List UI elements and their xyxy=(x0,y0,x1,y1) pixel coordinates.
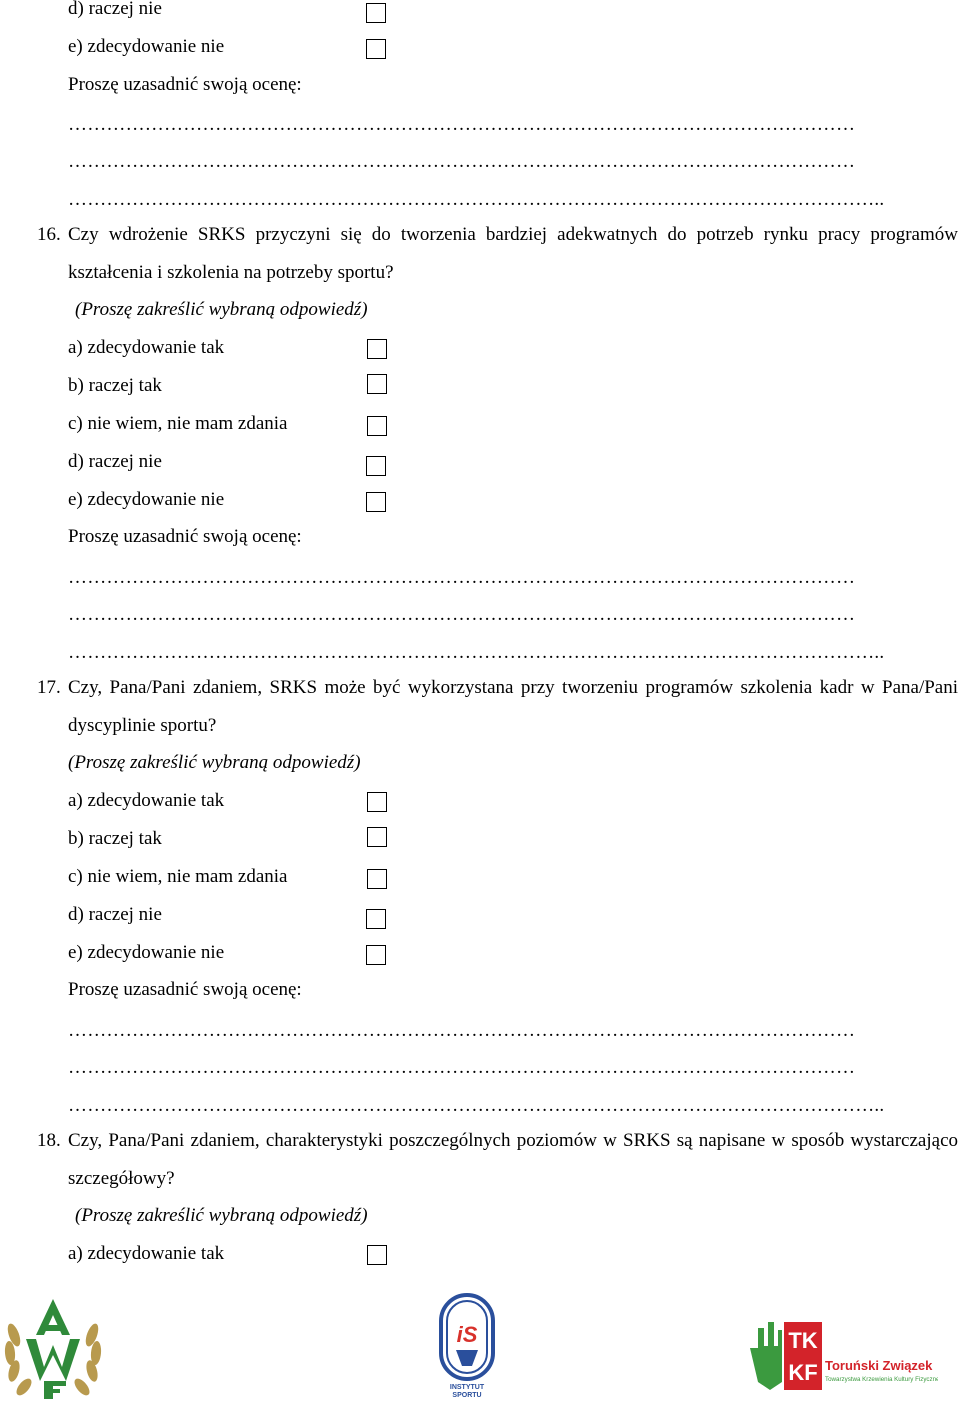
answer-checkbox[interactable] xyxy=(367,416,387,436)
option-label: a) zdecydowanie tak xyxy=(68,790,225,811)
answer-dotted-line[interactable]: ……………………………………………………………………………………………………………….. xyxy=(68,1095,885,1116)
option-label: d) raczej nie xyxy=(68,0,162,19)
option-label: d) raczej nie xyxy=(68,904,162,925)
svg-text:INSTYTUT: INSTYTUT xyxy=(449,1384,485,1391)
answer-checkbox[interactable] xyxy=(367,339,387,359)
answer-dotted-line[interactable]: …………………………………………………………………………………………………………… xyxy=(68,151,856,172)
question-text: Czy, Pana/Pani zdaniem, charakterystyki poszczególnych poziomów w SRKS są napisane w sposób wystarczająco szczegółowy? xyxy=(68,1130,958,1189)
answer-checkbox[interactable] xyxy=(366,909,386,929)
justify-label: Proszę uzasadnić swoją ocenę: xyxy=(68,74,302,95)
option-label: e) zdecydowanie nie xyxy=(68,942,225,963)
answer-checkbox[interactable] xyxy=(367,827,387,847)
answer-checkbox[interactable] xyxy=(367,1245,387,1265)
svg-text:SPORTU: SPORTU xyxy=(452,1392,482,1398)
option-label: c) nie wiem, nie mam zdania xyxy=(68,413,288,434)
option-label: d) raczej nie xyxy=(68,451,162,472)
svg-text:Towarzystwa Krzewienia Kultury: Towarzystwa Krzewienia Kultury Fizycznej xyxy=(825,1376,938,1383)
option-label: e) zdecydowanie nie xyxy=(68,36,225,57)
answer-checkbox[interactable] xyxy=(366,945,386,965)
tkkf-logo xyxy=(748,1318,938,1394)
answer-checkbox[interactable] xyxy=(366,39,386,59)
awf-logo xyxy=(0,1295,106,1401)
answer-dotted-line[interactable]: ……………………………………………………………………………………………………………….. xyxy=(68,642,885,663)
question-text: Czy wdrożenie SRKS przyczyni się do tworzenia bardziej adekwatnych do potrzeb rynku pracy programów kształcenia i szkolenia na potrzeby sportu? xyxy=(68,224,958,283)
answer-dotted-line[interactable]: …………………………………………………………………………………………………………… xyxy=(68,567,856,588)
instruction-hint: (Proszę zakreślić wybraną odpowiedź) xyxy=(68,752,361,773)
instruction-hint: (Proszę zakreślić wybraną odpowiedź) xyxy=(75,299,368,320)
answer-checkbox[interactable] xyxy=(366,3,386,23)
instruction-hint: (Proszę zakreślić wybraną odpowiedź) xyxy=(75,1205,368,1226)
justify-label: Proszę uzasadnić swoją ocenę: xyxy=(68,979,302,1000)
answer-checkbox[interactable] xyxy=(367,792,387,812)
answer-dotted-line[interactable]: …………………………………………………………………………………………………………… xyxy=(68,604,856,625)
question-text: Czy, Pana/Pani zdaniem, SRKS może być wykorzystana przy tworzeniu programów szkolenia kadr w Pana/Pani dyscyplinie sportu? xyxy=(68,677,958,736)
svg-text:iS: iS xyxy=(456,1322,478,1347)
question-number: 16. xyxy=(37,224,61,245)
svg-text:KF: KF xyxy=(788,1360,818,1385)
answer-checkbox[interactable] xyxy=(366,492,386,512)
answer-dotted-line[interactable]: …………………………………………………………………………………………………………… xyxy=(68,1057,856,1078)
svg-text:TK: TK xyxy=(788,1328,818,1353)
answer-dotted-line[interactable]: …………………………………………………………………………………………………………… xyxy=(68,114,856,135)
instytut-sportu-logo xyxy=(436,1292,498,1398)
option-label: c) nie wiem, nie mam zdania xyxy=(68,866,288,887)
answer-dotted-line[interactable]: ……………………………………………………………………………………………………………….. xyxy=(68,189,885,210)
option-label: b) raczej tak xyxy=(68,828,162,849)
option-label: a) zdecydowanie tak xyxy=(68,337,225,358)
answer-checkbox[interactable] xyxy=(366,456,386,476)
answer-checkbox[interactable] xyxy=(367,374,387,394)
question-number: 17. xyxy=(37,677,61,698)
option-label: a) zdecydowanie tak xyxy=(68,1243,225,1264)
answer-checkbox[interactable] xyxy=(367,869,387,889)
question-number: 18. xyxy=(37,1130,61,1151)
answer-dotted-line[interactable]: …………………………………………………………………………………………………………… xyxy=(68,1020,856,1041)
justify-label: Proszę uzasadnić swoją ocenę: xyxy=(68,526,302,547)
option-label: e) zdecydowanie nie xyxy=(68,489,225,510)
svg-text:Toruński Związek: Toruński Związek xyxy=(825,1358,933,1373)
option-label: b) raczej tak xyxy=(68,375,162,396)
